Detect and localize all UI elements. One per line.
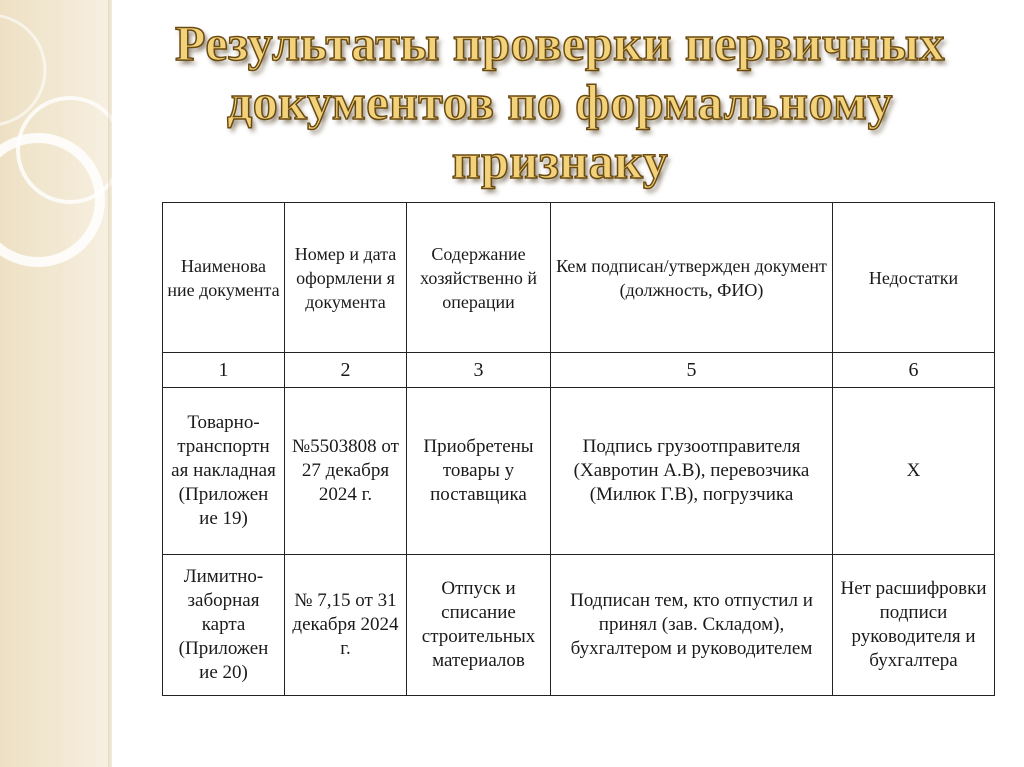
table-header-row: [163, 203, 995, 353]
cell-defects: Х: [833, 388, 995, 555]
table-row: [163, 388, 995, 555]
documents-table: [162, 202, 995, 696]
header-signed-by: Кем подписан/утвержден документ (должность, ФИО): [551, 203, 833, 353]
column-number: 2: [285, 353, 407, 388]
title-line: Результаты проверки первичных: [174, 15, 946, 71]
table-row: [163, 555, 995, 696]
cell-number-date: №5503808 от 27 декабря 2024 г.: [285, 388, 407, 555]
header-number-date: Номер и дата оформлени я документа: [285, 203, 407, 353]
cell-signed-by: Подпись грузоотправителя (Хавротин А.В), перевозчика (Милюк Г.В), погрузчика: [551, 388, 833, 555]
title-line: признаку: [451, 133, 669, 189]
cell-defects: Нет расшифровки подписи руководителя и бухгалтера: [833, 555, 995, 696]
title-line: документов по формальному: [227, 74, 893, 130]
column-numbers-row: [163, 353, 995, 388]
decorative-sidebar: [0, 0, 112, 767]
header-defects: Недостатки: [833, 203, 995, 353]
cell-number-date: № 7,15 от 31 декабря 2024 г.: [285, 555, 407, 696]
cell-operation-content: Отпуск и списание строительных материалов: [407, 555, 551, 696]
column-number: 5: [551, 353, 833, 388]
header-operation-content: Содержание хозяйственно й операции: [407, 203, 551, 353]
slide-title: [150, 14, 970, 191]
cell-document-name: Лимитно- заборная карта (Приложен ие 20): [163, 555, 285, 696]
header-document-name: Наименова ние документа: [163, 203, 285, 353]
cell-signed-by: Подписан тем, кто отпустил и принял (зав. Складом), бухгалтером и руководителем: [551, 555, 833, 696]
column-number: 1: [163, 353, 285, 388]
column-number: 6: [833, 353, 995, 388]
decorative-circles: [0, 0, 112, 767]
column-number: 3: [407, 353, 551, 388]
cell-operation-content: Приобретены товары у поставщика: [407, 388, 551, 555]
cell-document-name: Товарно- транспортн ая накладная (Приложен ие 19): [163, 388, 285, 555]
